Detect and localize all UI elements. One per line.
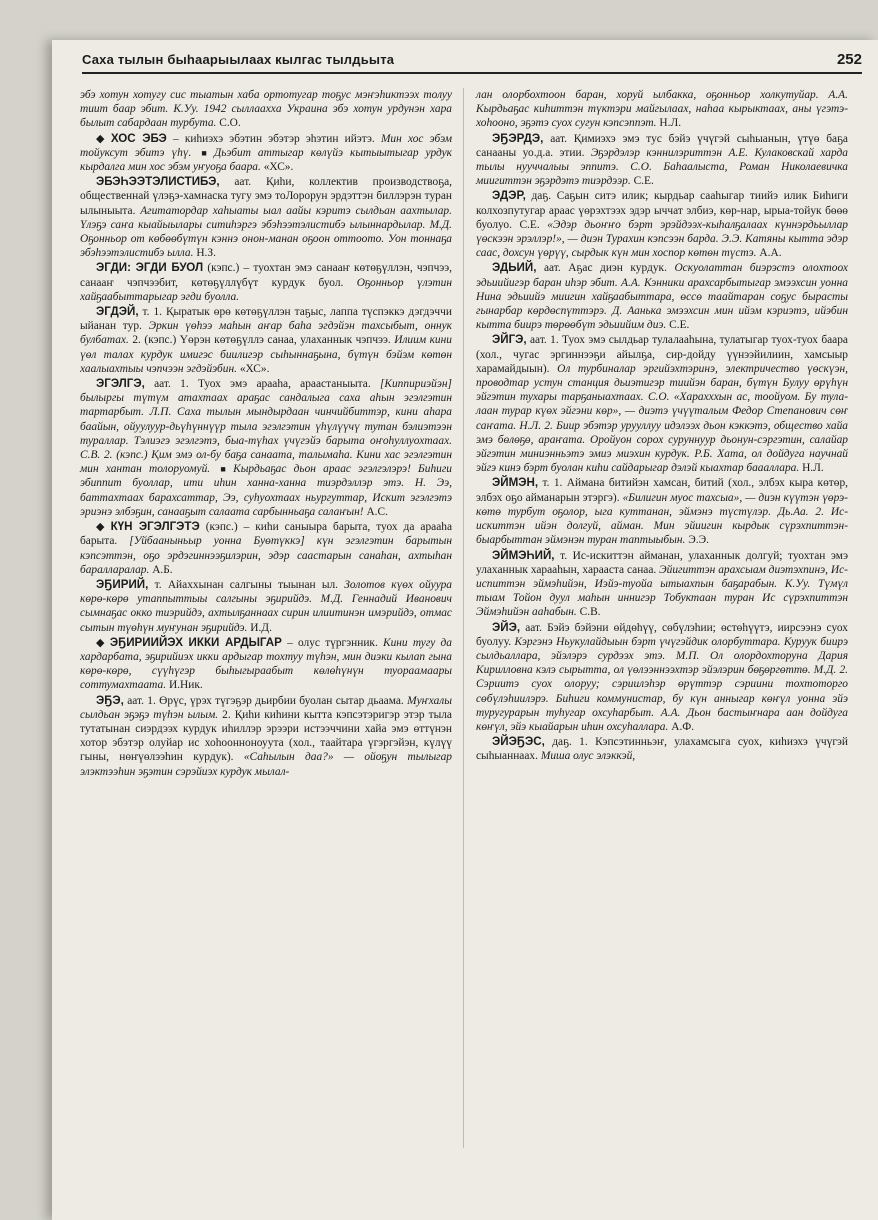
example: «Билигин муос тахсыа», — диэн күүтэн үөрэ-көтө турбут оҕолор, ыга куттанан, эймэнэ түстүлэр. Дь.Аа. 2. Ис-искиттэн ийэн долгуй, айман. Мин эйиигин кырдык сүрэхпиттэн-быарбыттан эймэнэн туран таптыыбын. <box>476 491 848 547</box>
example: Мин хос эбэм тойуксут эбитэ үһү. <box>80 132 452 159</box>
definition: (кэпс.) – туохтан эмэ санааҥ көтөҕүллэн, чэпчээ, санааҥ чэпчээбит, көтөҕүллүбүт курдук буол. <box>80 262 452 289</box>
source: И.Ник. <box>168 679 203 692</box>
headword: ЭЙЭҔЭС, <box>492 735 545 749</box>
source: С.Е. <box>669 319 690 332</box>
headword: ЭЙГЭ, <box>492 333 527 347</box>
source: А.С. <box>366 505 388 518</box>
dictionary-entry <box>80 132 452 175</box>
source: А.Б. <box>152 563 173 576</box>
example: Эркин үөһээ маһын аҥар баһа эгдэйэн тахсыбыт, оннук булбатах. <box>80 320 452 347</box>
dictionary-title: Саха тылын быһаарыылаах кылгас тылдьыта <box>82 52 395 67</box>
definition: аат. Бэйэ бэйэни өйдөһүү, сөбүлэһии; өстөһүүтэ, иирсээнэ суох буолуу. <box>476 621 848 648</box>
source: Н.З. <box>196 247 216 260</box>
headword: ЭЙМЭҺИЙ, <box>492 548 555 562</box>
column-divider <box>463 88 464 1148</box>
example: лан олорбохтоон баран, хоруй ылбакка, оҕонньор холкутуйар. А.А. Кырдьаҕас киһиттэн түктэри майгылаах, наһаа кырыктаах, аны үгэтэ-хоһооно, эҕэтэ суох сугун кэпсэппэт. <box>476 89 848 130</box>
diamond-icon: ◆ <box>96 636 107 649</box>
example: [Киппириэйэн] былыргы түтүм атахтаах араҕас сандалыга саха аһын эгэлгэтин тартарбыт. Л.П. Саха тылын мындырдаан чинчийбиттэр, кини аһара баайын, ойуулуур-дьүһүннүүр тыла эгэлгэтин үһүлүүчү тутан бэлиэтээн тураллар. <box>80 378 452 447</box>
headword: ЭГЭЛГЭ, <box>96 377 145 391</box>
definition: аат. 1. Туох эмэ арааһа, араастаныыта. <box>154 378 371 391</box>
source: Н.Л. <box>802 462 824 475</box>
example: Кэргэнэ Ньукулайдыын бэрт үчүгэйдик олорбуттара. Куруук биирэ сылдьаллара, эйэлэрэ сурдээх этэ. М.П. Ол олордохторуна Дария Кирилловна кэлэ сырытта, ол үөлээннээхтэр эйэлэрин бөҕөргөттө. М.Д. 2. Сэриитэ суох олоруу; сэриилэһэр өрүттэр сэриини тохтоторго сөбүлэһиилэрэ. Биһиги коммунистар, бу күн анныгар көҥүл уонна эйэ туругурарын туһугар охсуһарбыт. А.А. Дьон бастыҥнара аан дойдуга көҥүл, эйэ кыайарын иһин охсуһаллара. <box>476 635 848 733</box>
example: «Эдэр дьоҥҥо бэрт эрэйдээх-кыһалҕалаах күннэрдьыллар үөскээн эрэллэр!», — диэн Турахин кэпсээн барда. Э.Э. Катяны кытта эдэр саас, дохсун үөрүү, сырдык күн мин хоспор көтөн түстэ. <box>476 218 848 260</box>
definition: даҕ. Саҕын ситэ илик; кырдьар сааһыгар тиийэ илик Биһиги колхозпутугар араас үөрэхтээх эдэр ыччат элбиэ, көр-нар, ырыа-тойук бөөө буолуо. С.Е. <box>476 190 848 231</box>
dictionary-entry <box>476 88 848 131</box>
definition: 2. (кэпс.) Үөрэн көтөҕүллэ санаа, улаханнык чэпчээ. <box>132 334 391 347</box>
definition: – киһиэхэ эбэтин эбэтэр эһэтин ийэтэ. <box>172 132 375 145</box>
source: «ХС». <box>263 161 294 174</box>
headword: ЭГДИ: ЭГДИ БУОЛ <box>96 261 204 275</box>
dictionary-entry <box>476 132 848 189</box>
headword: ЭҔИРИЙ, <box>96 577 149 591</box>
headword: ЭҔЭРДЭ, <box>492 131 544 145</box>
definition: т. 1. Аймана битийэн хамсан, битий (хол., элбэх кыра көтөр, элбэх оҕо айманарын этэргэ). <box>476 477 848 504</box>
dictionary-entry <box>80 694 452 779</box>
dictionary-entry <box>80 636 452 693</box>
example: Дьэбит аттыгар көлүйэ кытыытыгар урдук кырдалга мин хос эбэм уҥуоҕа баара. <box>80 146 452 174</box>
dictionary-entry <box>80 520 452 577</box>
page-number: 252 <box>836 51 862 68</box>
definition: – олус түргэнник. <box>287 636 378 649</box>
left-column <box>80 88 452 780</box>
dictionary-entry <box>476 621 848 735</box>
running-header <box>82 50 862 74</box>
source: С.О. <box>219 117 241 130</box>
definition: (кэпс.) – киһи саныыра барыта, туох да арааһа барыта. <box>80 521 452 548</box>
definition: т. Айаххынан салгыны тыынан ыл. <box>154 578 339 591</box>
definition: аат. 1. Өрүс, үрэх түгэҕэр дьирбии буолан сытар дьаама. <box>127 694 404 707</box>
dictionary-entry <box>80 377 452 519</box>
example: Оскуолаттан биэрэстэ олохтоох эдьиийигэр баран иһэр эбит. А.А. Кэнники арахсарбытыгар эмээхсин уонна Нина эдьиийэ миигин хайҕаабыттара, өссө таайтаран соҕус бырасты гынарбар көрдөспүттэрэ. Д. Аанька эмээхсин мин ийэм кэриэтэ, ийэбин кытта биирэ төрөөбүт эдьиийим диэ. <box>476 262 848 332</box>
definition: даҕ. 1. Кэпсэтинньэҥ, улахамсыга суох, киһиэхэ үчүгэй сыһыаннаах. <box>476 736 848 763</box>
example: Эҕэрдэлэр кэннилэриттэн А.Е. Кулаковскай харда тылы нууччалыы эппитэ. С.О. Баһаалыста, Роман Николаевичка миигиттэн эҕэрдэтэ тиэрдээр. <box>476 146 848 188</box>
example: Илиим кини үөл талах курдук имигэс биилигэр сыһыннаҕына, бүтүн бэйэм көтөн хаалыахтыы чэпчээн эгдэйэбин. <box>80 334 452 375</box>
dictionary-entry <box>80 261 452 304</box>
dictionary-entry <box>80 175 452 260</box>
example: Миша олус элэккэй, <box>540 750 636 763</box>
definition: аат. Қимиэхэ эмэ тус бэйэ үчүгэй сыһыанын, үтүө баҕа санааны уо.д.а. этии. <box>476 132 848 159</box>
dictionary-entry <box>80 578 452 635</box>
headword: ЭЙМЭН, <box>492 476 539 490</box>
headword: ЭДЬИЙ, <box>492 261 537 275</box>
dictionary-entry <box>476 476 848 547</box>
example: Агитатордар хаһыаты ыал аайы кэритэ сылдьан аахтылар. Үлэҕэ саҥа кыайыылары ситиһэргэ эбэһээтэлистибэ ылыннардылар. М.Д. Оҕонньор от көбөөбүтүн кэннэ онон-манан оҕоон оттоото. Уон тоннаҕа эбэһээтэлистибэ ылла. <box>80 204 452 260</box>
dictionary-entry <box>80 88 452 131</box>
dictionary-entry <box>476 189 848 260</box>
diamond-icon: ◆ <box>96 132 108 145</box>
example: Кырдьаҕас дьон араас эгэлгэлэрэ! Биһиги эбиппит буоллар, ити иһин ханна-ханна тиэрдэллэр этэ. Н. Ээ, баттахтаах барахсаттар, Ээ, суһуохтаах ньургуттар, Искит эгэлгэтэ эриэнэ элбэҕин, санааҕыт салаата сарбынньаҕа салаҥын! <box>80 463 452 518</box>
example: Кини тугу да хардарбата, эҕирийиэх икки ардыгар тохтуу түһэн, мин диэки кылап гына көрө-көрө, сүүһүгэр быһыгыраабыт көлөһүнүн туораамаары соттумахтаата. <box>80 636 452 692</box>
dictionary-entry <box>80 305 452 376</box>
source: И.Д. <box>250 621 272 634</box>
headword: ЭҔЭ, <box>96 693 124 707</box>
definition: аат. Аҕас диэн курдук. <box>543 262 667 275</box>
headword: ЭҔИРИИЙЭХ ИККИ АРДЫГАР <box>109 635 282 649</box>
definition: т. Ис-искиттэн айманан, улаханнык долгуй; туохтан эмэ улаханнык харааһын, харааста санаа. <box>476 549 848 576</box>
dictionary-entry <box>476 261 848 332</box>
definition: 2. Қиһи киһини кытта кэпсэтэригэр этэр тыла тутатынан сиэрдээх курдук иһиллэр эрээри истээччини хайа эмэ өттүнэн хотор эбэтэр олуйар ис хоһоонноноуута (хол., таайтара үгэргэйэн, күлүү гыны, нөҥүөлээһин курдук). <box>80 708 452 764</box>
source: А.Ф. <box>671 720 695 733</box>
diamond-icon: ◆ <box>96 521 108 534</box>
example: [Уйбааныньыр уонна Буөтүккэ] күн эгэлгэтин барытын кэпсэттэн, оҕо эрдэгиннээҕилэрин, эдэр саастарын санаһан, ахтыһан баралларалар. <box>80 535 452 576</box>
example: Золотов күөх ойуура көрө-көрө утаппыттыы салгыны эҕирийдэ. М.Д. Геннадий Иванович сымнаҕас окко тиэрийдэ, ахтылҕаннаах сирин илиитинэн имэрийдэ, отмас сытын түөһүн муҥунан эҕирийдэ. <box>80 578 452 634</box>
source: Э.Э. <box>688 534 709 547</box>
dictionary-entry <box>476 735 848 763</box>
example: Эйигиттэн арахсыам диэтэхпинэ, Ис-испиттэн эймэһийэн, Иэйэ-туойа ытыахпын баҕарабын. К.Уу. Түмүл тыам Тойон дуул маһын иннигэр Тобуктаан туран Ис сүрэхпиттэн Эймэһийэн ааһабын. <box>476 563 848 619</box>
book-page <box>52 40 878 1220</box>
example: Оҕонньор үлэтин хайҕаабыттарыгар эгди буолла. <box>80 276 452 303</box>
source: С.Е. <box>633 175 654 188</box>
source: «ХС». <box>239 362 270 375</box>
example: «Саһылын даа?» — ойоҕун тылыгар элэктээһин эҕэтин сэрэйиэх курдук мылал- <box>80 751 452 778</box>
definition: т. 1. Қыратык өрө көтөҕүллэн таҕыс, лаппа түспэккэ дэгдэччи ыйанан тур. <box>80 306 452 333</box>
headword: КҮН ЭГЭЛГЭТЭ <box>110 520 200 534</box>
example: Муҥхалы сылдьан эҕэҕэ түһэн ылым. <box>80 694 452 721</box>
source: А.А. <box>759 247 782 260</box>
source: Н.Л. <box>659 117 682 130</box>
example: Тэлиэгэ эгэлгэтэ, быа-түһах үчүгэйэ барыта оҥоһуллуохтаах. С.В. 2. (кэпс.) Қим эмэ ол-бу баҕа санаата, талымаһа. Кини хас эгэлгэтин мин хантан толоруомуй. <box>80 434 452 476</box>
headword: ХОС ЭБЭ <box>110 131 167 145</box>
source: С.В. <box>579 606 601 619</box>
example: эбэ хотун хотугу сис тыатын хаба ортотугар тоҕус мэҥэһиктээх толуу тиит баар эбит. К.Уу. 1942 сыллааххa Украина эбэ хотун урдунэн хара былыт сабардаан турбута. <box>80 89 452 130</box>
headword: ЭЙЭ, <box>492 620 521 634</box>
dictionary-entry <box>476 549 848 620</box>
example: Ол турбиналар эргийэхтэринэ, электричество үөскүэн, проводтар устун станция дьиэтигэр тиийэн баран, бүтүн Булуу өрүһүн эйгэтин тухары тарҕаныахтаах. С.О. «Харахххын ас, тоойуом. Бу тулалаан турар күөх эйгэни көр», — диэтэ үчүүталым Федор Степанович сөҥ саҥата. Н.Л. 2. Биир эбэтэр урууллуу идэлээх дьон кэккэтэ, общество хайа эмэ бөлөҕө, араҥата. Оройуон сорох суруннуур дьонун-сэргэтин, салайар эйгэтин миниэнньэтэ эмиэ миэхин курдук. Р.Б. Хата, ол дойдуга научнай эйгэ кинэ бэрт буолан киһи сайдарыгар дэлэй кыахтар баааллара. <box>476 362 848 475</box>
square-icon: ■ <box>201 147 211 158</box>
right-column <box>476 88 848 765</box>
dictionary-entry <box>476 333 848 475</box>
headword: ЭДЭР, <box>492 189 526 203</box>
headword: ЭГДЭЙ, <box>96 305 139 319</box>
square-icon: ■ <box>220 464 231 475</box>
definition: аат. Қиһи, коллектив производствоҕа, общественнай үлэҕэ-хамнаска тугу эмэ тоЛорорун эрдэттэн биллэрэн туран ылыныыта. <box>80 176 452 217</box>
definition: аат. 1. Туох эмэ сылдьар тулалааһына, тулатыгар туох-туох баара (хол., чугас эргиннээҕи айылҕа, сир-дойду үүнээйилиин, хамсыыр харамайдыын). <box>476 334 848 375</box>
headword: ЭБЭҺЭЭТЭЛИСТИБЭ, <box>96 175 220 189</box>
